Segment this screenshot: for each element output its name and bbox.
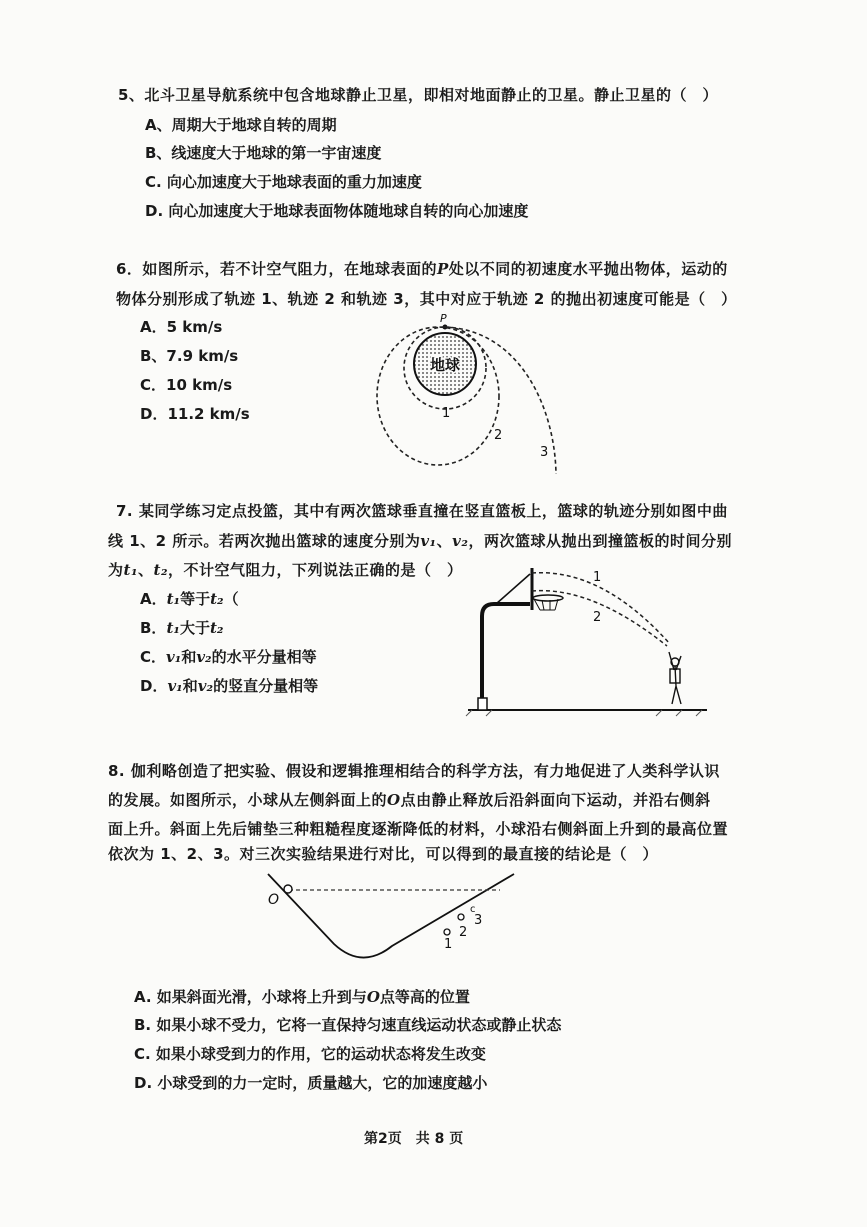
- q8-stem-line2: 的发展。如图所示，小球从左侧斜面上的O点由静止释放后沿斜面向下运动，并沿右侧斜: [108, 791, 711, 809]
- trajectory-2-label: 2: [593, 610, 602, 625]
- q7-option-c: C．v₁和v₂的水平分量相等: [140, 648, 317, 666]
- pos-label-1: 1: [444, 937, 453, 952]
- q6-stem-line1: 6．如图所示，若不计空气阻力，在地球表面的P处以不同的初速度水平抛出物体，运动的: [116, 260, 728, 278]
- q5-option-a: A、周期大于地球自转的周期: [145, 116, 337, 134]
- q7-option-b: B．t₁大于t₂: [140, 619, 224, 637]
- trajectory-2-label: 2: [494, 428, 503, 443]
- q8-option-a: A. 如果斜面光滑，小球将上升到与O点等高的位置: [134, 988, 470, 1006]
- pole-base: [478, 698, 487, 710]
- q5-option-d: D. 向心加速度大于地球表面物体随地球自转的向心加速度: [145, 202, 529, 220]
- o-label: O: [268, 892, 280, 908]
- ball-o: [284, 885, 292, 893]
- q6-option-b: B、7.9 km/s: [140, 347, 239, 365]
- q6-option-a: A．5 km/s: [140, 318, 223, 336]
- ball-pos-1: [444, 929, 450, 935]
- q7-stem-line1: 7. 某同学练习定点投篮，其中有两次篮球垂直撞在竖直篮板上，篮球的轨迹分别如图中曲: [116, 502, 728, 520]
- ball-pos-2: [458, 914, 464, 920]
- pos-label-3: 3: [474, 913, 483, 928]
- c-label: c: [470, 904, 476, 915]
- earth-label: 地球: [429, 356, 461, 374]
- q7-stem-line3: 为t₁、t₂，不计空气阻力，下列说法正确的是（ ）: [108, 561, 463, 579]
- q7-stem-line2: 线 1、2 所示。若两次抛出篮球的速度分别为v₁、v₂，两次篮球从抛出到撞篮板的时间分别: [108, 532, 732, 550]
- q5-option-b: B、线速度大于地球的第一宇宙速度: [145, 144, 382, 162]
- q5-stem: 5、北斗卫星导航系统中包含地球静止卫星，即相对地面静止的卫星。静止卫星的（ ）: [118, 86, 718, 104]
- q7-option-d: D．v₁和v₂的竖直分量相等: [140, 677, 319, 695]
- q8-option-b: B. 如果小球不受力，它将一直保持匀速直线运动状态或静止状态: [134, 1016, 562, 1034]
- q8-stem-line3: 面上升。斜面上先后铺垫三种粗糙程度逐渐降低的材料，小球沿右侧斜面上升到的最高位置: [108, 820, 729, 838]
- basketball-figure: [462, 564, 712, 720]
- q8-stem-line4: 依次为 1、2、3。对三次实验结果进行对比，可以得到的最直接的结论是（ ）: [108, 845, 659, 863]
- orbit-figure: [370, 308, 570, 478]
- trajectory-3-label: 3: [540, 445, 549, 460]
- trajectory-1-label: 1: [442, 406, 451, 421]
- trajectory-1-label: 1: [593, 570, 602, 585]
- hoop-rim: [533, 595, 563, 601]
- q8-option-d: D. 小球受到的力一定时，质量越大，它的加速度越小: [134, 1074, 488, 1092]
- q8-stem-line1: 8. 伽利略创造了把实验、假设和逻辑推理相结合的科学方法，有力地促进了人类科学认识: [108, 762, 720, 780]
- q5-option-c: C. 向心加速度大于地球表面的重力加速度: [145, 173, 422, 191]
- q6-option-c: C．10 km/s: [140, 376, 233, 394]
- hoop-pole: [482, 604, 530, 698]
- q7-option-a: A．t₁等于t₂（: [140, 590, 239, 608]
- q6-option-d: D．11.2 km/s: [140, 405, 250, 423]
- point-p-label: P: [440, 312, 447, 325]
- player-figure: [669, 652, 681, 704]
- q8-option-c: C. 如果小球受到力的作用，它的运动状态将发生改变: [134, 1045, 486, 1063]
- page-footer: 第2页 共 8 页: [364, 1131, 464, 1147]
- pole-brace: [496, 574, 530, 604]
- pos-label-2: 2: [459, 925, 468, 940]
- q6-stem-line2: 物体分别形成了轨迹 1、轨迹 2 和轨迹 3，其中对应于轨迹 2 的抛出初速度可能是（ ）: [116, 290, 737, 308]
- galileo-ramp-figure: [262, 866, 524, 968]
